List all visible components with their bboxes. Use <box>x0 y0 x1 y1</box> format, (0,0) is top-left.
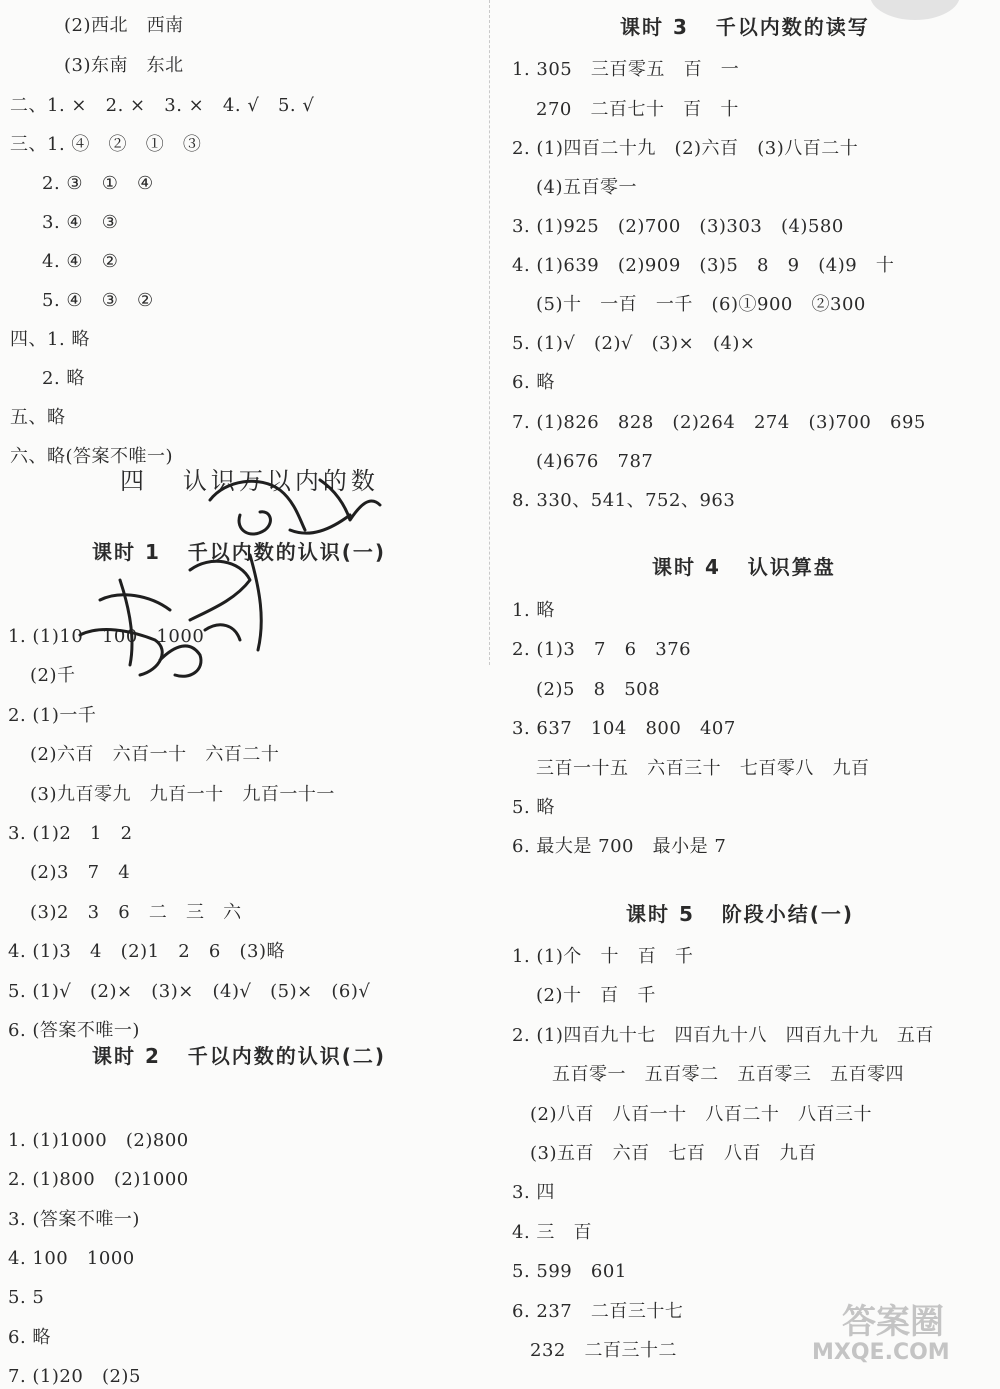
answer-line: 8. 330、541、752、963 <box>512 490 736 511</box>
answer-line: 5. (1)√ (2)√ (3)× (4)× <box>512 333 756 354</box>
answer-line: 4. (1)639 (2)909 (3)5 8 9 (4)9 十 <box>512 255 895 276</box>
answer-line: 1. (1)个 十 百 千 <box>512 946 694 967</box>
answer-line: (3)东南 东北 <box>64 55 184 76</box>
answer-line: 2. (1)800 (2)1000 <box>8 1169 189 1190</box>
answer-line: (5)十 一百 一千 (6)①900 ②300 <box>536 294 866 315</box>
section-heading: 课时 5 阶段小结(一) <box>626 902 855 926</box>
answer-line: (4)五百零一 <box>536 177 637 198</box>
section-heading: 课时 1 千以内数的认识(一) <box>92 540 387 564</box>
answer-line: 三、1. ④ ② ① ③ <box>10 134 202 155</box>
answer-line: 3. ④ ③ <box>42 212 119 233</box>
answer-line: 六、略(答案不唯一) <box>10 446 174 467</box>
answer-line: 6. 略 <box>8 1327 51 1348</box>
answer-line: 3. (1)925 (2)700 (3)303 (4)580 <box>512 216 844 237</box>
answer-line: 3. (1)2 1 2 <box>8 823 133 844</box>
answer-line: 2. (1)3 7 6 376 <box>512 639 692 660</box>
section-heading: 四 认识万以内的数 <box>120 467 379 495</box>
answer-line: 2. 略 <box>42 368 85 389</box>
section-heading: 课时 4 认识算盘 <box>652 555 836 579</box>
answer-line: 270 二百七十 百 十 <box>536 99 739 120</box>
answer-line: 3. 四 <box>512 1182 555 1203</box>
answer-line: 6. (答案不唯一) <box>8 1020 140 1041</box>
answer-line: 五百零一 五百零二 五百零三 五百零四 <box>552 1064 904 1085</box>
handwritten-scribble <box>60 460 390 700</box>
answer-line: 1. 305 三百零五 百 一 <box>512 59 740 80</box>
answer-line: 232 二百三十二 <box>530 1340 678 1361</box>
answer-line: 5. 599 601 <box>512 1261 627 1282</box>
answer-line: 4. ④ ② <box>42 251 119 272</box>
answer-line: 3. (答案不唯一) <box>8 1209 140 1230</box>
answer-line: (2)八百 八百一十 八百二十 八百三十 <box>530 1104 872 1125</box>
answer-line: (2)西北 西南 <box>64 15 184 36</box>
answer-line: 二、1. × 2. × 3. × 4. √ 5. √ <box>10 95 315 116</box>
answer-line: (2)5 8 508 <box>536 679 661 700</box>
answer-line: 4. 三 百 <box>512 1222 593 1243</box>
answer-line: 5. 略 <box>512 797 555 818</box>
answer-line: 2. ③ ① ④ <box>42 173 154 194</box>
answer-line: 7. (1)826 828 (2)264 274 (3)700 695 <box>512 412 926 433</box>
answer-line: 5. ④ ③ ② <box>42 290 154 311</box>
answer-line: (3)2 3 6 二 三 六 <box>30 902 242 923</box>
answer-line: 五、略 <box>10 407 66 428</box>
answer-line: 7. (1)20 (2)5 <box>8 1366 141 1387</box>
answer-line: 2. (1)一千 <box>8 705 97 726</box>
answer-line: 三百一十五 六百三十 七百零八 九百 <box>536 758 870 779</box>
section-heading: 课时 2 千以内数的认识(二) <box>92 1044 387 1068</box>
answer-line: 3. 637 104 800 407 <box>512 718 736 739</box>
column-divider <box>489 0 490 665</box>
answer-line: (3)五百 六百 七百 八百 九百 <box>530 1143 817 1164</box>
answer-line: 2. (1)四百二十九 (2)六百 (3)八百二十 <box>512 138 859 159</box>
answer-line: 4. 100 1000 <box>8 1248 135 1269</box>
watermark-brand: 答案圈 <box>842 1302 944 1342</box>
answer-line: 四、1. 略 <box>10 329 90 350</box>
answer-line: 6. 最大是 700 最小是 7 <box>512 836 727 857</box>
answer-line: 4. (1)3 4 (2)1 2 6 (3)略 <box>8 941 285 962</box>
corner-decoration <box>870 0 960 20</box>
watermark-url: MXQE.COM <box>812 1340 950 1365</box>
answer-line: 6. 略 <box>512 372 555 393</box>
answer-line: 1. (1)1000 (2)800 <box>8 1130 189 1151</box>
answer-line: (2)十 百 千 <box>536 985 656 1006</box>
answer-line: 5. (1)√ (2)× (3)× (4)√ (5)× (6)√ <box>8 981 371 1002</box>
answer-line: 2. (1)四百九十七 四百九十八 四百九十九 五百 <box>512 1025 934 1046</box>
answer-line: 1. (1)10 100 1000 <box>8 626 205 647</box>
answer-line: (3)九百零九 九百一十 九百一十一 <box>30 784 335 805</box>
answer-line: 5. 5 <box>8 1287 45 1308</box>
answer-line: (2)千 <box>30 665 76 686</box>
answer-line: (2)3 7 4 <box>30 862 131 883</box>
answer-line: (2)六百 六百一十 六百二十 <box>30 744 280 765</box>
answer-line: (4)676 787 <box>536 451 654 472</box>
watermark-logo <box>802 1295 992 1365</box>
section-heading: 课时 3 千以内数的读写 <box>620 15 870 39</box>
answer-line: 6. 237 二百三十七 <box>512 1301 684 1322</box>
answer-line: 1. 略 <box>512 600 555 621</box>
